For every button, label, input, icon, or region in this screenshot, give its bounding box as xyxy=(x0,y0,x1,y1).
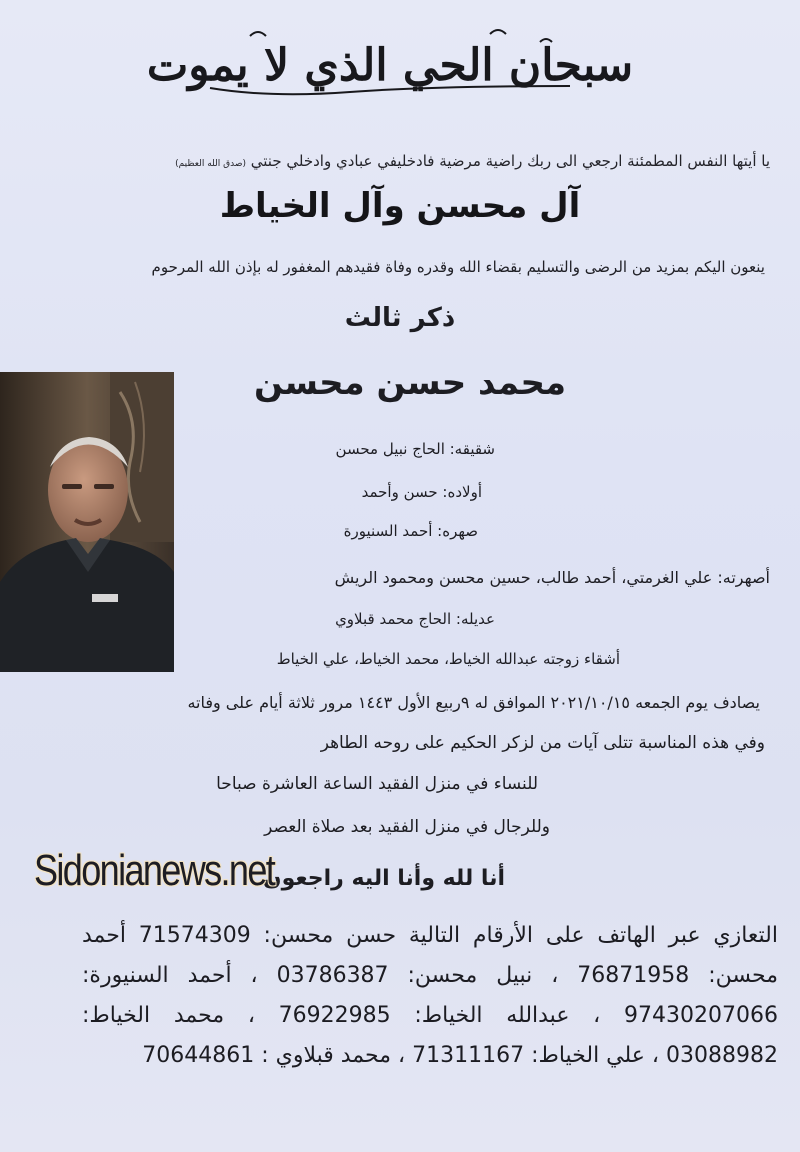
men-reception: وللرجال في منزل الفقيد بعد صلاة العصر xyxy=(264,817,550,837)
relative-sons: أولاده: حسن وأحمد xyxy=(361,483,482,501)
family-name: آل محسن وآل الخياط xyxy=(219,186,581,226)
women-reception: للنساء في منزل الفقيد الساعة العاشرة صباحا xyxy=(216,774,538,794)
deceased-photo xyxy=(0,372,174,672)
condolence-phones: التعازي عبر الهاتف على الأرقام التالية حسن محسن: 71574309 أحمد محسن: 76871958 ، نبيل محسن: 03786387 ، أحمد السنيورة: 97430207066 ، عبدالله الخياط: 76922985 ، محمد الخياط: 03088982 ، علي الخياط: 71311167 ، محمد قبلاوي : 70644861 xyxy=(82,923,778,1068)
announcement-text: ينعون اليكم بمزيد من الرضى والتسليم بقضاء الله وقدره وفاة فقيدهم المغفور له بإذن الله المرحوم xyxy=(151,258,765,276)
relative-brother: شقيقه: الحاج نبيل محسن xyxy=(335,440,495,458)
calligraphy-text: سبحان الحي الذي لا يموت xyxy=(146,40,634,91)
calligraphy-heading xyxy=(146,22,634,102)
deceased-name: محمد حسن محسن xyxy=(253,363,567,403)
verse-text: يا أيتها النفس المطمئنة ارجعي الى ربك راضية مرضية فادخليفي عبادي وادخلي جنتي xyxy=(250,152,770,170)
relative-wife-brothers: أشقاء زوجته عبدالله الخياط، محمد الخياط، علي الخياط xyxy=(276,650,620,668)
occasion-line: يصادف يوم الجمعه ٢٠٢١/١٠/١٥ الموافق له ٩ربيع الأول ١٤٤٣ مرور ثلاثة أيام على وفاته xyxy=(187,693,760,712)
verse-suffix: (صدق الله العظيم) xyxy=(175,159,246,169)
relative-son-in-law: صهره: أحمد السنيورة xyxy=(343,522,478,540)
reading-line: وفي هذه المناسبة تتلى آيات من لزكر الحكيم على روحه الطاهر xyxy=(320,733,765,753)
memorial-title: ذكر ثالث xyxy=(344,303,456,333)
relative-brother-in-law: عديله: الحاج محمد قبلاوي xyxy=(335,610,495,628)
watermark-logo: Sidonianews.net xyxy=(34,846,275,895)
inna-lillah: أنا لله وأنا اليه راجعون xyxy=(262,866,505,891)
relative-in-laws: أصهرته: علي الغرمتي، أحمد طالب، حسين محسن ومحمود الريش xyxy=(334,568,770,587)
quran-verse xyxy=(175,152,770,170)
portrait-image xyxy=(0,372,174,672)
